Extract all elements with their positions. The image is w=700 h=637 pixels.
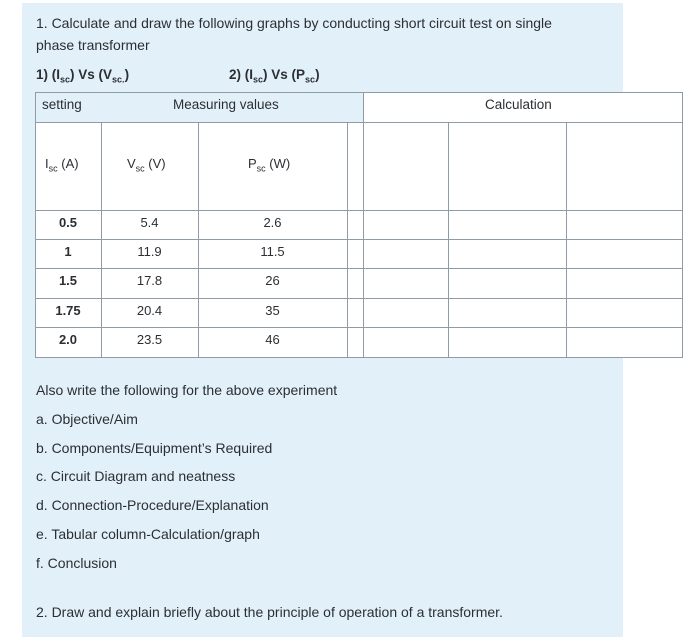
table-cell-psc: 35 xyxy=(265,303,280,318)
table-cell-isc: 1 xyxy=(64,244,72,259)
table-cell-psc: 46 xyxy=(265,332,280,347)
list-item: c. Circuit Diagram and neatness xyxy=(36,468,236,484)
list-item: e. Tabular column-Calculation/graph xyxy=(36,526,260,542)
table-cell-psc: 11.5 xyxy=(260,244,285,259)
table-cell-vsc: 5.4 xyxy=(140,215,159,230)
list-item: f. Conclusion xyxy=(36,555,117,571)
isc-column-header: $I_{sc}$ (A) xyxy=(45,156,79,174)
setting-header: setting xyxy=(42,97,82,112)
vsc-column-header: $V_{sc}$ (V) xyxy=(127,156,166,174)
calculation-header: Calculation xyxy=(485,97,552,112)
table-cell-isc: 1.75 xyxy=(55,303,81,318)
table-cell-psc: 2.6 xyxy=(263,215,282,230)
measuring-values-header: Measuring values xyxy=(173,97,279,112)
question-1-text-line2: phase transformer xyxy=(36,37,150,53)
table-cell-isc: 2.0 xyxy=(58,332,78,347)
list-item: b. Components/Equipment’s Required xyxy=(36,440,273,456)
graph-2-label: 2) $(I_{sc})$ Vs $(P_{sc})$ xyxy=(229,67,320,85)
graph-1-label: 1) $(I_{sc})$ Vs $(V_{sc.})$ xyxy=(36,67,130,85)
psc-column-header: $P_{sc}$ (W) xyxy=(248,156,291,174)
list-item: d. Connection-Procedure/Explanation xyxy=(36,497,269,513)
table-cell-isc: 0.5 xyxy=(58,215,78,230)
list-item: a. Objective/Aim xyxy=(36,411,138,427)
table-cell-vsc: 11.9 xyxy=(137,244,162,259)
question-1-text-line1: 1. Calculate and draw the following graphs by conducting short circuit test on single xyxy=(36,15,552,31)
also-write-intro: Also write the following for the above experiment xyxy=(36,382,338,398)
question-2-text: 2. Draw and explain briefly about the principle of operation of a transformer. xyxy=(36,604,503,620)
table-cell-vsc: 20.4 xyxy=(136,303,163,318)
data-table xyxy=(35,92,683,358)
table-cell-vsc: 23.5 xyxy=(136,332,163,347)
table-cell-isc: 1.5 xyxy=(58,273,78,288)
table-cell-vsc: 17.8 xyxy=(136,273,163,288)
table-cell-psc: 26 xyxy=(265,273,280,288)
